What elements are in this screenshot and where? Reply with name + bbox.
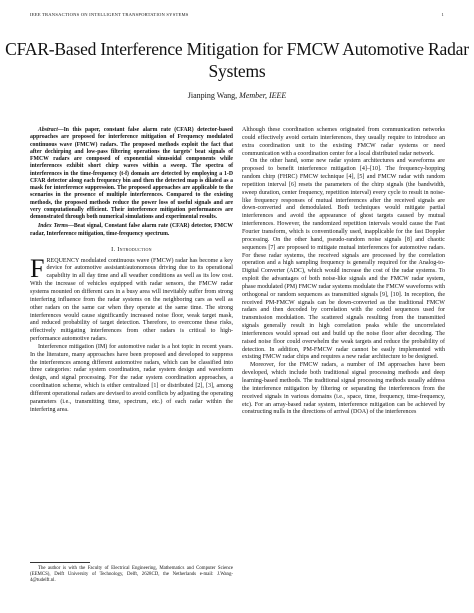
left-column bbox=[30, 127, 233, 414]
right-paragraph-1: Although these coordination schemes originated from communication networks could effectively avoid certain interferences, they usually require to introduce an extra coordination unit to the existing FMCW radar systems or need communication with a coordination center for a local distributed radar network. bbox=[242, 127, 445, 157]
intro-paragraph-1 bbox=[30, 253, 233, 344]
journal-name: IEEE TRANSACTIONS ON INTELLIGENT TRANSPORTATION SYSTEMS bbox=[30, 12, 189, 17]
index-terms-text: —Beat signal, Constant false alarm rate (CFAR) detector, FMCW radar, Interference mitigation, time-frequency spectrum. bbox=[30, 223, 233, 237]
author-name: Jianping Wang, bbox=[187, 91, 238, 100]
running-head bbox=[30, 12, 444, 17]
right-paragraph-3: Moreover, for the FMCW radars, a number of IM approaches have been developed, which include both traditional signal processing methods and deep learning-based methods. The traditional signal processing methods usually address the interference mitigation by filtering or separating the interferences from the received signals in various domains (i.e., space, time, frequency, time-frequency, etc). For an array-based radar system, interference mitigation can be achieved by constructing nulls in the directions of arrival (DOA) of the interferences bbox=[242, 362, 445, 416]
footnote-text: The author is with the Faculty of Electrical Engineering, Mathematics and Computer Science (EEMCS), Delft University of Technology, Delft, 2628CD, the Netherlands e-mail: J.Wang-4@tudelft.nl. bbox=[30, 566, 233, 584]
author-footnote bbox=[30, 566, 233, 585]
intro-paragraph-2: Interference mitigation (IM) for automotive radar is a hot topic in recent years. In the literature, many approaches have been proposed and developed to suppress the interferences among different automotive radars, which can be classified into three categories: radar system coordination, radar system design and waveform design, and signal processing. For the radar system coordination approaches, a coordination scheme, which is either centralized [1] or distributed [2], [3], among different operational radars are devised to avoid conflicts by adjusting the operating parameters (i.e., transmitting time, spectrum, etc.) of each radar within the interfering area. bbox=[30, 343, 233, 413]
drop-cap: F bbox=[30, 253, 45, 283]
index-terms bbox=[30, 223, 233, 238]
right-column bbox=[242, 127, 445, 417]
abstract-text: —In this paper, constant false alarm rate (CFAR) detector-based approaches are proposed for interference mitigation of Frequency modulated continuous wave (FMCW) radars. The proposed methods exploit the fact that after dechirping and low-pass filtering operations the targets' beat signals of FMCW radars are composed of exponential sinusoidal components while interferences exhibit short chirp waves within a sweep. The spectra of interferences in the time-frequency (t-f) domain are detected by employing a 1-D CFAR detector along each frequency bin and then the detected map is dilated as a mask for interference suppression. The proposed approaches are applicable to the scenarios in the presence of multiple interferences. Compared to the existing methods, the proposed methods reduce the power loss of useful signals and are very computationally efficient. Their interference mitigation performances are demonstrated through both numerical simulations and experimental results. bbox=[30, 127, 233, 220]
page-number: 1 bbox=[441, 12, 444, 17]
intro-paragraph-1-text: REQUENCY modulated continuous wave (FMCW) radar has become a key device for automotive assistant/autonomous driving due to its operational capability in all day time and all weather conditions as well as its low cost. With the increase of vehicles equipped with radar sensors, the FMCW radar systems mounted on different cars in a busy area will inevitably suffer from strong interfering influence from the radar systems on the neighboring cars as well as other radars on the same car when they operate at the same time. The strong interferences would cause significantly increased noise floor, weak target mask, and reduced probability of target detection. Therefore, to overcome these risks, effectively mitigating interferences from other radars is critical to high-performance automotive radars. bbox=[30, 257, 233, 343]
author-line bbox=[0, 91, 474, 100]
right-paragraph-2: On the other hand, some new radar system architectures and waveforms are proposed to benefit interference mitigation [4]–[10]. The frequency-hopping random chirp (FHRC) FMCW technique [4], [5] and FMCW radar with random repetition interval [6] resets the parameters of the chirp signals (the bandwidth, sweep duration, center frequency, repetition interval) every cycle to result in noise-like frequency responses of mutual interferences after the received signals are down-converted and demodulated. Both techniques would mitigate partial interferences and avoid the appearance of ghost targets caused by mutual interferences. However, the randomized repetition intervals would cause the Fast Fourier transform, which is conventionally used, inapplicable for the fast Doppler processing. On the other hand, pseudo-random noise signals [8] and chaotic sequences [7] are proposed to mitigate mutual interferences for automotive radars. For these radar systems, the received signals are processed by the correlation operation and a high sampling frequency is generally required for the Analog-to-Digital Converter (ADC), which would increase the cost of the radar systems. To exploit the advantages of both noise-like signals and the FMCW radar system, phase modulated (PM) FMCW radar systems modulate the FMCW waveforms with orthogonal or random sequences as transmitted signals [9], [10]. In reception, the received PM-FMCW signals can be down-converted as the traditional FMCW radars and then decoded by correlation with the coded sequences used for transmission modulation. The scattered signals resulting from the transmitted signals generally result in high correlation peaks while the uncorrelated interferences would spread out and build up the noise floor after decoding. The raised noise floor could overwhelm the weak targets and reduce the probability of detection. In addition, PM-FMCW radar cannot be easily implemented with existing FMCW radar chips and requires a new radar architecture to be designed. bbox=[242, 158, 445, 361]
author-membership: Member, IEEE bbox=[239, 91, 287, 100]
section-heading-introduction: I. Introduction bbox=[111, 245, 152, 253]
abstract-lead: Abstract bbox=[38, 127, 58, 133]
footnote-rule bbox=[30, 562, 90, 563]
index-terms-lead: Index Terms bbox=[38, 223, 69, 230]
paper-title: CFAR-Based Interference Mitigation for FMCW Automotive Radar Systems bbox=[5, 39, 469, 81]
abstract bbox=[30, 127, 233, 221]
